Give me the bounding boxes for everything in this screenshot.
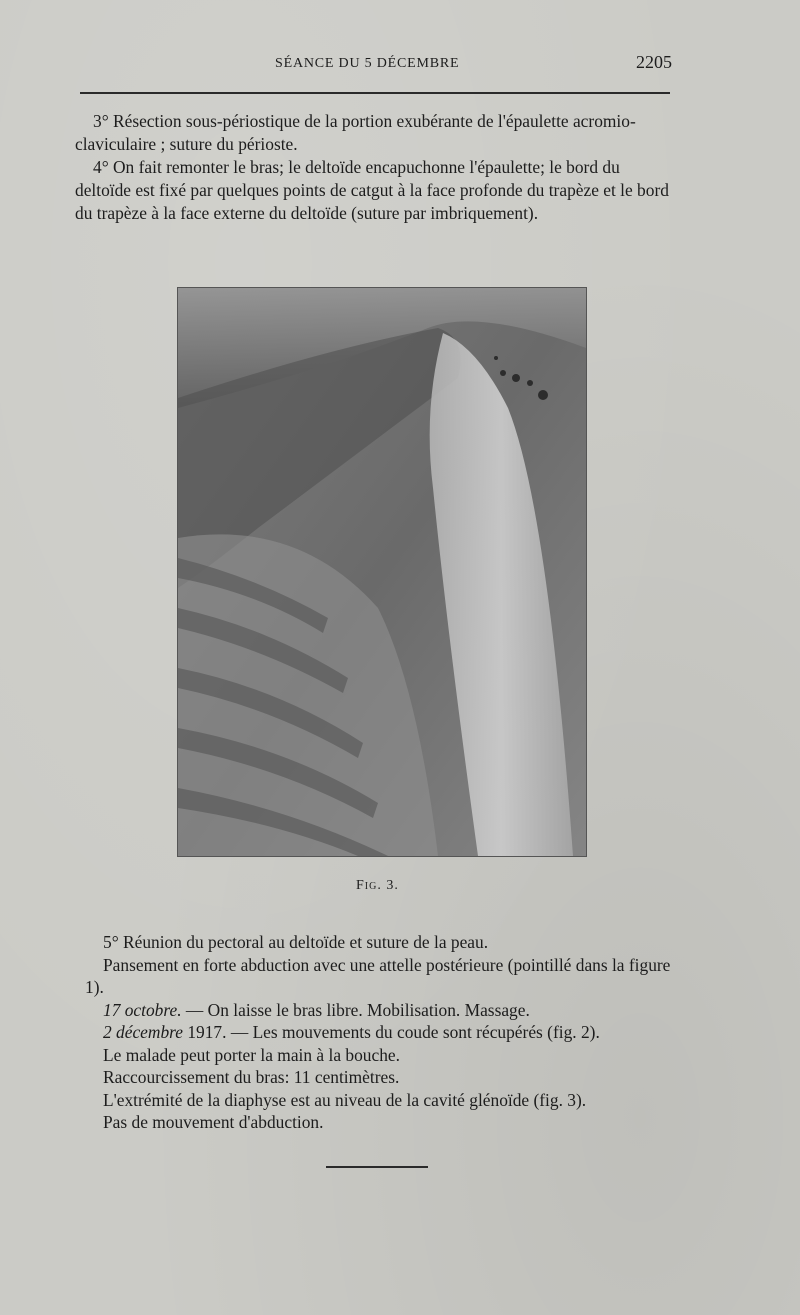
text-block-top <box>75 110 675 225</box>
figure-caption: Fig. 3. <box>356 878 399 893</box>
line-5: L'extrémité de la diaphyse est au niveau de la cavité glénoïde (fig. 3). <box>103 1089 587 1110</box>
page-number: 2205 <box>636 52 672 72</box>
date-2: 2 décembre <box>103 1022 183 1042</box>
paragraph-3: 3° Résection sous-périostique de la portion exubérante de l'épaulette acromio-claviculaire ; suture du périoste. <box>75 111 636 154</box>
xray-image <box>178 288 586 856</box>
paragraph-date-1 <box>85 999 685 1022</box>
line-4: Raccourcissement du bras: 11 centimètres. <box>103 1067 400 1087</box>
header-rule <box>80 92 670 94</box>
paragraph-4: 4° On fait remonter le bras; le deltoïde encapuchonne l'épaulette; le bord du deltoïde est fixé par quelques points de catgut à la face profonde du trapèze et le bord du trapèze à la face externe du deltoïde (suture par imbriquement). <box>75 157 669 223</box>
running-head: SÉANCE DU 5 DÉCEMBRE <box>275 56 460 71</box>
paragraph-5: 5° Réunion du pectoral au deltoïde et suture de la peau. <box>103 932 489 952</box>
paragraph-date-2 <box>85 1021 685 1044</box>
line-6: Pas de mouvement d'abduction. <box>103 1112 324 1132</box>
paragraph-6: Pansement en forte abduction avec une attelle postérieure (pointillé dans la figure 1). <box>85 954 671 997</box>
date-1: 17 octobre. <box>103 999 182 1020</box>
end-rule <box>326 1166 428 1168</box>
line-3: Le malade peut porter la main à la bouche. <box>103 1044 400 1065</box>
xray-photograph <box>178 288 586 856</box>
page-header <box>80 52 672 76</box>
date-1-text: — On laisse le bras libre. Mobilisation. Massage. <box>181 999 530 1020</box>
text-block-bottom <box>85 931 685 1134</box>
date-2-text: 1917. — Les mouvements du coude sont récupérés (fig. 2). <box>183 1022 600 1042</box>
